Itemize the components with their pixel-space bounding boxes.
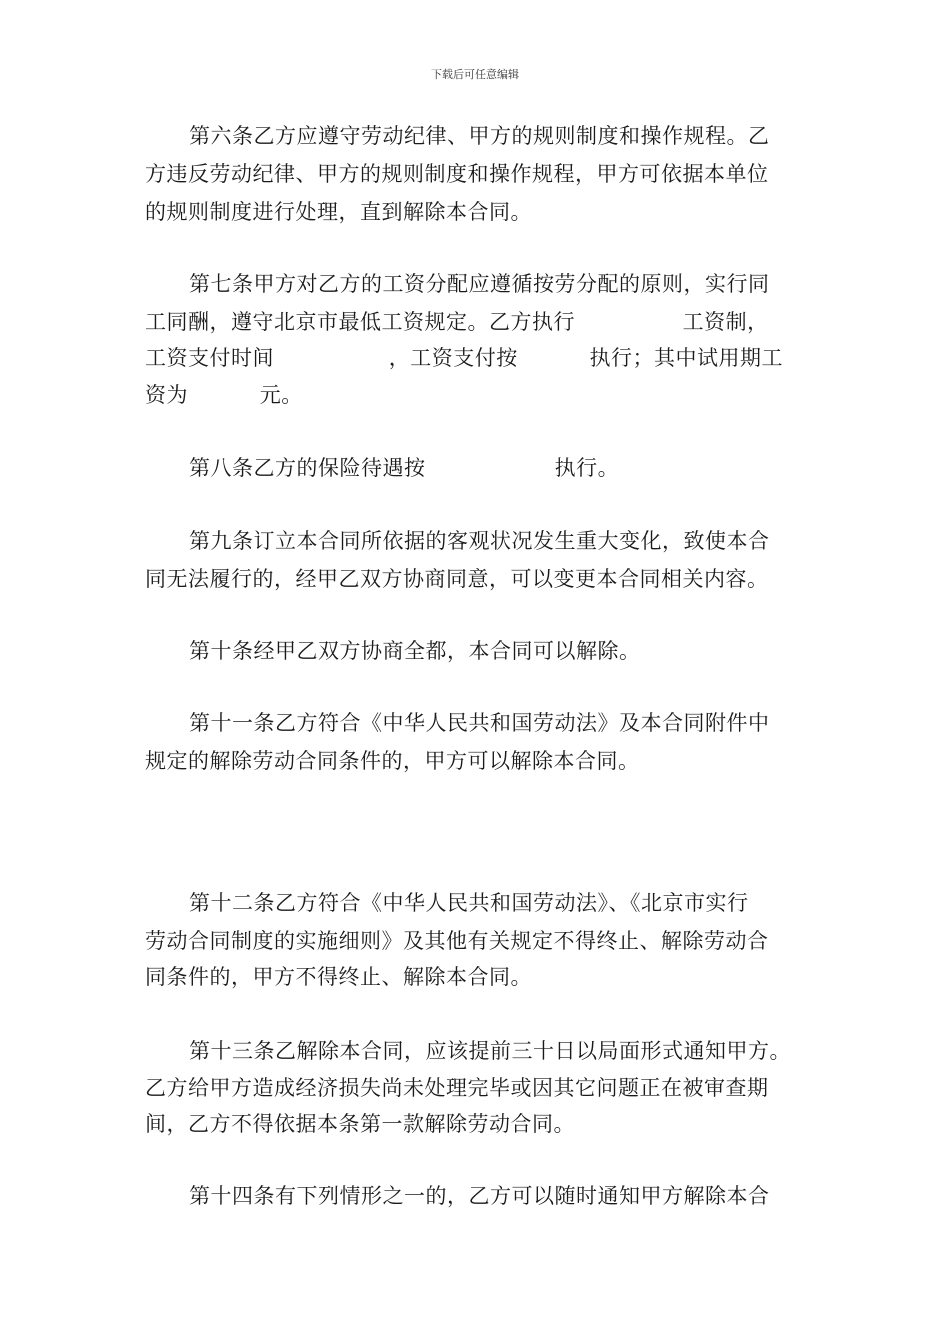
article-9-line-1: 第九条订立本合同所依据的客观状况发生重大变化，致使本合 xyxy=(189,529,770,553)
article-7-line-3: 工资支付时间 ，工资支付按 执行；其中试用期工 xyxy=(145,346,784,370)
article-6-line-3: 的规则制度进行处理，直到解除本合同。 xyxy=(145,200,532,224)
article-8-line-1: 第八条乙方的保险待遇按 执行。 xyxy=(189,456,620,480)
article-13-line-2: 乙方给甲方造成经济损失尚未处理完毕或因其它问题正在被审查期 xyxy=(145,1076,769,1100)
article-6-line-2: 方违反劳动纪律、甲方的规则制度和操作规程，甲方可依据本单位 xyxy=(145,162,769,186)
article-7-line-4: 资为 元。 xyxy=(145,383,303,407)
article-12-line-2: 劳动合同制度的实施细则》及其他有关规定不得终止、解除劳动合 xyxy=(145,929,769,953)
article-14-line-1: 第十四条有下列情形之一的，乙方可以随时通知甲方解除本合 xyxy=(189,1184,770,1208)
article-9-line-2: 同无法履行的，经甲乙双方协商同意，可以变更本合同相关内容。 xyxy=(145,567,769,591)
article-12-line-1: 第十二条乙方符合《中华人民共和国劳动法》、《北京市实行 xyxy=(189,891,749,915)
article-11-line-2: 规定的解除劳动合同条件的，甲方可以解除本合同。 xyxy=(145,749,640,773)
article-10-line-1: 第十条经甲乙双方协商全都，本合同可以解除。 xyxy=(189,639,641,663)
article-11-line-1: 第十一条乙方符合《中华人民共和国劳动法》及本合同附件中 xyxy=(189,711,770,735)
article-7-line-1: 第七条甲方对乙方的工资分配应遵循按劳分配的原则，实行同 xyxy=(189,272,770,296)
article-13-line-1: 第十三条乙解除本合同，应该提前三十日以局面形式通知甲方。 xyxy=(189,1039,791,1063)
article-12-line-3: 同条件的，甲方不得终止、解除本合同。 xyxy=(145,965,532,989)
article-13-line-3: 间，乙方不得依据本条第一款解除劳动合同。 xyxy=(145,1112,575,1136)
page-header: 下载后可任意编辑 xyxy=(431,68,519,81)
article-7-line-2: 工同酬，遵守北京市最低工资规定。乙方执行 工资制， xyxy=(145,310,769,334)
article-6-line-1: 第六条乙方应遵守劳动纪律、甲方的规则制度和操作规程。乙 xyxy=(189,124,770,148)
